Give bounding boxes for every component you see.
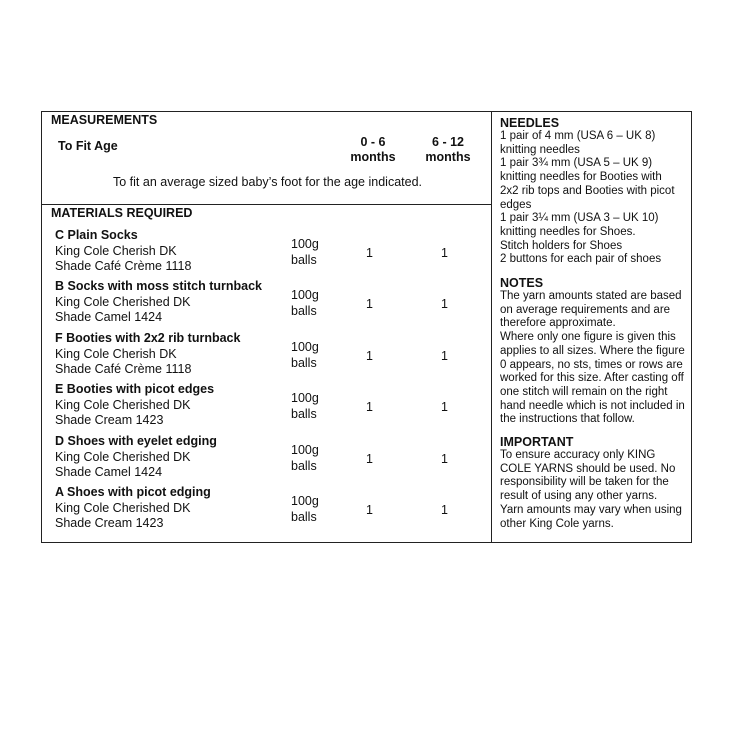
- notes-line: worked for this size. After casting off: [500, 372, 684, 385]
- material-yarn: King Cole Cherish DK: [55, 243, 177, 258]
- material-shade: Shade Café Crème 1118: [55, 362, 192, 376]
- material-shade: Shade Camel 1424: [55, 465, 163, 479]
- needles-line: 1 pair 3¾ mm (USA 5 – UK 9): [500, 157, 653, 170]
- column-divider: [491, 111, 492, 543]
- needles-heading: NEEDLES: [500, 116, 560, 130]
- material-qty1: 1: [366, 503, 373, 517]
- important-line: Yarn amounts may vary when using: [500, 503, 682, 516]
- unit-weight: 100g: [291, 340, 319, 354]
- material-item: [55, 228, 191, 275]
- notes-line: The yarn amounts stated are based: [500, 290, 682, 302]
- material-title: B Socks with moss stitch turnback: [55, 279, 262, 293]
- notes-section: [500, 276, 690, 427]
- measurements-note: To fit an average sized baby’s foot for the age indicated.: [113, 175, 422, 189]
- section-divider: [41, 204, 492, 205]
- material-title: A Shoes with picot edging: [55, 485, 211, 499]
- notes-line: Where only one figure is given this: [500, 331, 676, 344]
- material-item: [55, 331, 240, 378]
- material-qty1: 1: [366, 400, 373, 414]
- unit-type: balls: [291, 406, 317, 421]
- unit-weight: 100g: [291, 288, 319, 302]
- fit-age-label: To Fit Age: [58, 139, 118, 153]
- material-qty2: 1: [441, 503, 448, 517]
- important-heading: IMPORTANT: [500, 435, 574, 449]
- notes-line: applies to all sizes. Where the figure: [500, 344, 685, 357]
- notes-line: hand needle which is not included in: [500, 399, 685, 412]
- materials-heading: MATERIALS REQUIRED: [51, 206, 193, 220]
- material-yarn: King Cole Cherished DK: [55, 294, 191, 309]
- material-yarn: King Cole Cherished DK: [55, 397, 191, 412]
- unit-weight: 100g: [291, 494, 319, 508]
- notes-text: [500, 290, 690, 427]
- material-unit: [291, 288, 319, 319]
- important-line: To ensure accuracy only KING: [500, 449, 656, 461]
- material-title: F Booties with 2x2 rib turnback: [55, 331, 241, 345]
- important-text: [500, 449, 690, 531]
- unit-weight: 100g: [291, 391, 319, 405]
- size-0-6: [343, 135, 403, 165]
- important-line: result of using any other yarns.: [500, 490, 658, 503]
- size-0-6-range: 0 - 6: [360, 135, 386, 149]
- notes-line: 0 appears, no sts, times or rows are: [500, 358, 683, 371]
- material-qty1: 1: [366, 246, 373, 260]
- size-6-12: [418, 135, 478, 165]
- material-qty2: 1: [441, 246, 448, 260]
- material-yarn: King Cole Cherish DK: [55, 346, 177, 361]
- needles-line: edges: [500, 198, 532, 211]
- unit-weight: 100g: [291, 443, 319, 457]
- important-section: [500, 435, 690, 531]
- notes-line: the instructions that follow.: [500, 413, 635, 426]
- material-qty1: 1: [366, 297, 373, 311]
- unit-type: balls: [291, 458, 317, 473]
- needles-line: knitting needles for Booties with: [500, 171, 662, 184]
- needles-line: 1 pair 3¼ mm (USA 3 – UK 10): [500, 212, 659, 225]
- needles-line: knitting needles: [500, 143, 580, 156]
- material-qty2: 1: [441, 400, 448, 414]
- unit-type: balls: [291, 509, 317, 524]
- size-0-6-unit: months: [350, 150, 396, 164]
- material-yarn: King Cole Cherished DK: [55, 500, 191, 515]
- important-line: responsibility will be taken for the: [500, 476, 669, 489]
- unit-type: balls: [291, 303, 317, 318]
- material-qty1: 1: [366, 452, 373, 466]
- material-shade: Shade Camel 1424: [55, 310, 163, 324]
- material-item: [55, 279, 262, 326]
- material-title: E Booties with picot edges: [55, 382, 215, 396]
- material-item: [55, 382, 214, 429]
- material-unit: [291, 340, 319, 371]
- material-title: D Shoes with eyelet edging: [55, 434, 217, 448]
- needles-line: 1 pair of 4 mm (USA 6 – UK 8): [500, 130, 656, 142]
- material-title: C Plain Socks: [55, 228, 138, 242]
- material-item: [55, 485, 211, 532]
- needles-line: 2 buttons for each pair of shoes: [500, 253, 662, 266]
- needles-text: [500, 130, 690, 267]
- important-line: other King Cole yarns.: [500, 517, 614, 530]
- material-qty2: 1: [441, 349, 448, 363]
- unit-type: balls: [291, 252, 317, 267]
- notes-line: one stitch will remain on the right: [500, 385, 668, 398]
- material-unit: [291, 237, 319, 268]
- material-shade: Shade Cream 1423: [55, 516, 164, 530]
- material-shade: Shade Café Crème 1118: [55, 259, 192, 273]
- material-item: [55, 434, 217, 481]
- needles-line: Stitch holders for Shoes: [500, 239, 623, 252]
- material-yarn: King Cole Cherished DK: [55, 449, 191, 464]
- unit-type: balls: [291, 355, 317, 370]
- material-shade: Shade Cream 1423: [55, 413, 164, 427]
- needles-line: 2x2 rib tops and Booties with picot: [500, 184, 675, 197]
- material-unit: [291, 443, 319, 474]
- material-qty2: 1: [441, 452, 448, 466]
- material-unit: [291, 391, 319, 422]
- size-6-12-range: 6 - 12: [432, 135, 464, 149]
- material-qty1: 1: [366, 349, 373, 363]
- needles-section: [500, 116, 690, 267]
- material-unit: [291, 494, 319, 525]
- needles-line: knitting needles for Shoes.: [500, 225, 636, 238]
- size-6-12-unit: months: [425, 150, 471, 164]
- important-line: COLE YARNS should be used. No: [500, 462, 676, 475]
- notes-line: therefore approximate.: [500, 317, 616, 330]
- notes-heading: NOTES: [500, 276, 544, 290]
- unit-weight: 100g: [291, 237, 319, 251]
- measurements-heading: MEASUREMENTS: [51, 113, 158, 127]
- notes-line: on average requirements and are: [500, 303, 671, 316]
- material-qty2: 1: [441, 297, 448, 311]
